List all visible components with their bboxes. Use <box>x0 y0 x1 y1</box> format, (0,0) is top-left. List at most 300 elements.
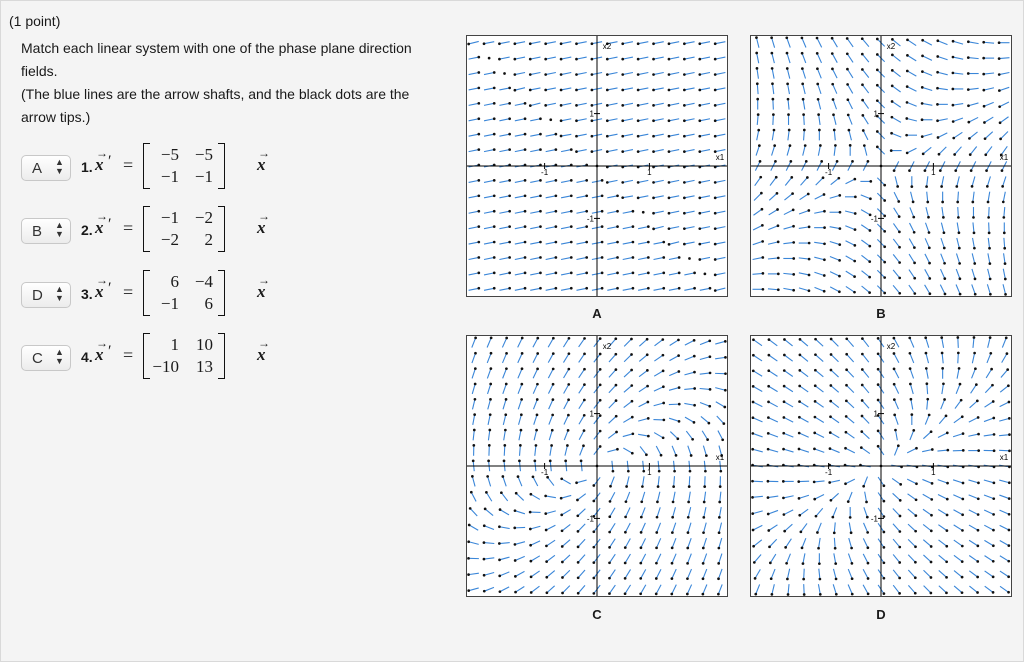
arrow-tip <box>570 272 573 275</box>
arrow-shaft <box>563 338 569 347</box>
arrow-shaft <box>610 508 615 517</box>
arrow-shaft <box>924 586 931 593</box>
arrow-tip <box>976 545 979 548</box>
arrow-tip <box>625 500 628 503</box>
arrow-shaft <box>753 273 763 274</box>
answer-select-4-value: C <box>32 350 43 367</box>
arrow-shaft <box>953 104 963 106</box>
arrow-shaft <box>638 227 648 229</box>
arrow-tip <box>867 592 870 595</box>
arrow-shaft <box>987 353 991 363</box>
arrow-shaft <box>609 385 616 393</box>
arrow-tip <box>1004 262 1007 265</box>
arrow-tip <box>989 336 992 339</box>
arrow-tip <box>754 577 757 580</box>
arrow-tip <box>992 513 995 516</box>
arrow-shaft <box>472 338 476 348</box>
plot-label-d: D <box>876 607 886 622</box>
arrow-tip <box>984 137 987 140</box>
arrow-shaft <box>488 399 491 409</box>
answer-select-3-value: D <box>32 287 43 304</box>
arrow-shaft <box>970 147 976 155</box>
arrow-tip <box>609 485 612 488</box>
arrow-tip <box>662 370 665 373</box>
arrow-tip <box>489 398 492 401</box>
arrow-shaft <box>561 495 571 498</box>
arrow-shaft <box>684 88 694 90</box>
arrow-tip <box>714 227 717 230</box>
arrow-shaft <box>469 242 479 244</box>
arrow-shaft <box>984 525 993 530</box>
arrow-shaft <box>865 492 867 502</box>
arrow-tip <box>683 119 686 122</box>
arrow-tip <box>529 528 532 531</box>
arrow-shaft <box>688 554 692 564</box>
arrow-shaft <box>561 134 571 136</box>
arrow-shaft <box>669 371 679 375</box>
arrow-shaft <box>580 446 584 456</box>
arrow-tip <box>834 547 837 550</box>
arrow-tip <box>616 256 619 259</box>
arrow-shaft <box>757 130 759 140</box>
arrow-shaft <box>757 68 758 78</box>
arrow-shaft <box>547 555 555 561</box>
arrow-tip <box>524 256 527 259</box>
arrow-shaft <box>642 492 645 502</box>
right-bracket <box>218 333 225 379</box>
arrow-shaft <box>700 373 710 374</box>
arrow-shaft <box>561 211 571 213</box>
arrow-shaft <box>718 431 723 440</box>
arrow-tip <box>474 337 477 340</box>
arrow-shaft <box>941 223 944 233</box>
arrow-tip <box>536 398 539 401</box>
arrow-tip <box>913 292 916 295</box>
arrow-tip <box>992 497 995 500</box>
arrow-tip <box>683 150 686 153</box>
arrow-shaft <box>484 573 494 576</box>
arrow-tip <box>906 70 909 73</box>
arrow-shaft <box>530 196 540 198</box>
arrow-shaft <box>847 38 853 47</box>
arrow-tip <box>819 578 822 581</box>
arrow-shaft <box>500 587 509 592</box>
arrow-tip <box>924 336 927 339</box>
arrow-shaft <box>969 571 977 577</box>
coefficient-matrix <box>143 143 239 193</box>
arrow-shaft <box>499 227 509 229</box>
arrow-shaft <box>654 433 663 438</box>
right-bracket <box>218 270 225 316</box>
arrow-shaft <box>715 73 725 75</box>
arrow-tip <box>792 241 795 244</box>
arrow-tip <box>798 432 801 435</box>
arrow-shaft <box>610 539 616 548</box>
arrow-shaft <box>927 399 928 409</box>
arrow-shaft <box>546 525 555 530</box>
arrow-shaft <box>669 356 678 361</box>
arrow-shaft <box>972 253 975 263</box>
arrow-tip <box>922 152 925 155</box>
arrow-tip <box>767 369 770 372</box>
matrix-a12: −4 <box>194 272 213 291</box>
arrow-shaft <box>984 88 994 90</box>
arrow-shaft <box>753 340 762 346</box>
arrow-tip <box>545 545 548 548</box>
arrow-tip <box>893 383 896 386</box>
arrow-tip <box>575 58 578 61</box>
arrow-tip <box>921 55 924 58</box>
arrow-tip <box>915 498 918 501</box>
instructions-line-1: Match each linear system with one of the phase plane direction fields. <box>21 40 412 79</box>
arrow-shaft <box>576 73 586 75</box>
arrow-tip <box>868 276 871 279</box>
arrow-shaft <box>625 585 631 594</box>
answer-select-2[interactable] <box>21 218 71 244</box>
arrow-shaft <box>485 509 493 516</box>
arrow-tip <box>808 274 811 277</box>
arrow-tip <box>564 459 567 462</box>
arrow-shaft <box>607 211 617 213</box>
arrow-tip <box>869 229 872 232</box>
arrow-shaft <box>672 523 675 533</box>
select-updown-icon: ▲ ▼ <box>55 347 64 366</box>
arrow-shaft <box>1003 284 1006 294</box>
arrow-tip <box>549 459 552 462</box>
arrow-tip <box>474 398 477 401</box>
arrow-shaft <box>753 209 761 215</box>
arrow-tip <box>883 546 886 549</box>
arrow-tip <box>592 500 595 503</box>
arrow-shaft <box>515 73 525 75</box>
arrow-tip <box>861 399 864 402</box>
arrow-shaft <box>784 402 793 407</box>
arrow-tip <box>652 119 655 122</box>
arrow-tip <box>621 89 624 92</box>
arrow-shaft <box>895 176 898 186</box>
arrow-tip <box>601 179 604 182</box>
arrow-shaft <box>685 417 694 422</box>
arrow-shaft <box>669 273 679 275</box>
arrow-shaft <box>669 134 679 136</box>
answer-select-1[interactable] <box>21 155 71 181</box>
arrow-tip <box>983 105 986 108</box>
arrow-tip <box>662 256 665 259</box>
arrow-tip <box>529 511 532 514</box>
arrow-tip <box>792 257 795 260</box>
arrow-shaft <box>700 211 710 213</box>
arrow-shaft <box>641 523 645 532</box>
arrow-shaft <box>657 492 659 502</box>
arrow-tip <box>575 42 578 45</box>
arrow-shaft <box>801 523 807 531</box>
arrow-tip <box>544 495 547 498</box>
arrow-tip <box>591 104 594 107</box>
arrow-tip <box>773 144 776 147</box>
arrow-tip <box>877 429 880 432</box>
equals-sign: = <box>123 282 134 302</box>
arrow-shaft <box>939 586 947 593</box>
arrow-shaft <box>788 584 789 594</box>
arrow-shaft <box>685 340 694 345</box>
arrow-shaft <box>817 523 821 533</box>
arrow-tip <box>576 499 579 502</box>
arrow-tip <box>801 37 804 40</box>
arrow-shaft <box>768 226 778 230</box>
arrow-shaft <box>689 476 690 486</box>
arrow-shaft <box>549 430 552 440</box>
arrow-tip <box>791 192 794 195</box>
arrow-tip <box>867 577 870 580</box>
arrow-shaft <box>684 388 694 389</box>
arrow-shaft <box>487 338 491 348</box>
arrow-shaft <box>533 338 538 347</box>
arrow-tip <box>938 153 941 156</box>
arrow-shaft <box>623 273 633 275</box>
arrow-tip <box>668 196 671 199</box>
arrow-tip <box>719 470 722 473</box>
equals-sign: = <box>123 345 134 365</box>
arrow-shaft <box>641 554 646 563</box>
arrow-shaft <box>515 88 525 91</box>
arrow-tip <box>662 287 665 290</box>
arrow-shaft <box>546 288 556 290</box>
arrow-tip <box>714 258 717 261</box>
arrow-shaft <box>892 86 900 92</box>
arrow-tip <box>508 87 511 90</box>
arrow-tip <box>639 592 642 595</box>
arrow-tip <box>577 546 580 549</box>
arrow-tip <box>472 459 475 462</box>
arrow-shaft <box>484 526 494 530</box>
arrow-tip <box>767 385 770 388</box>
arrow-shaft <box>638 434 648 436</box>
arrow-tip <box>477 272 480 275</box>
arrow-tip <box>485 491 488 494</box>
arrow-tip <box>592 484 595 487</box>
arrow-tip <box>677 370 680 373</box>
arrow-shaft <box>546 540 555 546</box>
arrow-tip <box>490 337 493 340</box>
arrow-tip <box>529 544 532 547</box>
arrow-tip <box>561 592 564 595</box>
arrow-tip <box>814 338 817 341</box>
arrow-tip <box>845 415 848 418</box>
arrow-shaft <box>562 555 570 562</box>
arrow-shaft <box>846 256 855 261</box>
arrow-shaft <box>515 227 525 229</box>
arrow-tip <box>632 272 635 275</box>
arrow-tip <box>952 40 955 43</box>
arrow-tip <box>769 562 772 565</box>
arrow-tip <box>536 383 539 386</box>
arrow-tip <box>893 337 896 340</box>
arrow-tip <box>560 42 563 45</box>
arrow-tip <box>985 169 988 172</box>
arrow-shaft <box>938 119 948 121</box>
arrow-shaft <box>535 445 536 455</box>
arrow-tip <box>498 58 501 61</box>
arrow-tip <box>646 385 649 388</box>
arrow-shaft <box>923 147 931 153</box>
arrow-tip <box>703 501 706 504</box>
arrow-shaft <box>484 88 494 90</box>
arrow-tip <box>838 259 841 262</box>
arrow-tip <box>561 545 564 548</box>
arrow-shaft <box>830 287 839 292</box>
arrow-tip <box>693 287 696 290</box>
arrow-tip <box>708 422 711 425</box>
arrow-tip <box>570 179 573 182</box>
arrow-shaft <box>953 434 963 437</box>
arrow-tip <box>498 542 501 545</box>
arrow-tip <box>702 593 705 596</box>
arrow-tip <box>616 448 619 451</box>
arrow-tip <box>498 42 501 45</box>
arrow-shaft <box>816 508 823 516</box>
arrow-shaft <box>561 196 571 198</box>
arrow-tip <box>861 37 864 40</box>
arrow-shaft <box>845 211 855 214</box>
arrow-shaft <box>1002 338 1006 348</box>
arrow-tip <box>514 559 517 562</box>
arrow-shaft <box>515 211 525 213</box>
arrow-shaft <box>499 196 509 198</box>
arrow-shaft <box>768 258 778 259</box>
arrow-tip <box>952 120 955 123</box>
arrow-tip <box>805 160 808 163</box>
arrow-tip <box>530 575 533 578</box>
arrow-shaft <box>894 446 898 456</box>
arrow-shaft <box>863 538 868 547</box>
arrow-tip <box>591 42 594 45</box>
arrow-tip <box>671 516 674 519</box>
arrow-tip <box>524 241 527 244</box>
arrow-shaft <box>623 119 633 121</box>
arrow-tip <box>1001 169 1004 172</box>
arrow-tip <box>816 531 819 534</box>
arrow-tip <box>883 515 886 518</box>
arrow-tip <box>993 449 996 452</box>
arrow-shaft <box>669 418 679 421</box>
arrow-shaft <box>623 196 633 198</box>
arrow-tip <box>671 531 674 534</box>
arrow-tip <box>883 592 886 595</box>
arrow-shaft <box>999 480 1009 483</box>
answer-select-3[interactable] <box>21 282 71 308</box>
arrow-shaft <box>907 479 916 484</box>
arrow-shaft <box>533 384 537 394</box>
arrow-tip <box>1006 352 1009 355</box>
arrow-tip <box>616 210 619 213</box>
arrow-tip <box>914 545 917 548</box>
arrow-shaft <box>849 130 852 140</box>
arrow-shaft <box>700 150 710 152</box>
arrow-tip <box>508 272 511 275</box>
arrow-tip <box>698 89 701 92</box>
arrow-shaft <box>802 69 805 79</box>
arrow-tip <box>655 593 658 596</box>
arrow-tip <box>637 58 640 61</box>
arrow-tip <box>544 58 547 61</box>
arrow-tip <box>539 210 542 213</box>
arrow-tip <box>921 86 924 89</box>
arrow-tip <box>854 212 857 215</box>
arrow-tip <box>863 144 866 147</box>
arrow-shaft <box>469 227 479 229</box>
arrow-tip <box>943 247 946 250</box>
arrow-tip <box>508 148 511 151</box>
arrow-shaft <box>863 569 868 578</box>
arrow-tip <box>670 593 673 596</box>
arrow-tip <box>914 576 917 579</box>
arrow-shaft <box>530 150 540 152</box>
arrow-tip <box>529 73 532 76</box>
vector-arrow-icon: → <box>258 336 270 350</box>
arrow-tip <box>898 215 901 218</box>
arrow-tip <box>854 228 857 231</box>
arrow-shaft <box>938 56 948 59</box>
arrow-tip <box>845 368 848 371</box>
arrow-tip <box>624 516 627 519</box>
arrow-shaft <box>830 272 839 276</box>
arrow-shaft <box>673 507 676 517</box>
arrow-tip <box>521 352 524 355</box>
arrow-shaft <box>515 556 525 560</box>
arrow-tip <box>687 516 690 519</box>
arrow-tip <box>668 181 671 184</box>
arrow-shaft <box>623 57 633 59</box>
arrow-tip <box>477 194 480 197</box>
arrow-shaft <box>833 584 836 594</box>
tick-label: 1 <box>931 168 936 177</box>
arrow-tip <box>831 83 834 86</box>
arrow-shaft <box>985 556 994 562</box>
arrow-tip <box>488 444 491 447</box>
arrow-tip <box>751 512 754 515</box>
arrow-tip <box>721 438 724 441</box>
arrow-tip <box>608 531 611 534</box>
arrow-tip <box>782 480 785 483</box>
arrow-shaft <box>519 415 522 425</box>
arrow-shaft <box>968 88 978 89</box>
arrow-tip <box>503 459 506 462</box>
arrow-shaft <box>892 478 901 484</box>
arrow-shaft <box>657 523 661 533</box>
arrow-shaft <box>892 117 901 122</box>
arrow-tip <box>630 384 633 387</box>
arrow-tip <box>828 481 831 484</box>
arrow-tip <box>693 272 696 275</box>
arrow-tip <box>961 576 964 579</box>
arrow-shaft <box>500 572 510 576</box>
arrow-shaft <box>939 555 947 562</box>
arrow-tip <box>783 354 786 357</box>
arrow-tip <box>931 448 934 451</box>
arrow-tip <box>672 485 675 488</box>
arrow-shaft <box>504 445 505 455</box>
tick-label: -1 <box>586 214 594 224</box>
arrow-shaft <box>815 370 823 377</box>
arrow-shaft <box>923 40 932 45</box>
arrow-tip <box>761 240 764 243</box>
arrow-tip <box>601 194 604 197</box>
arrow-shaft <box>609 354 616 362</box>
answer-select-4[interactable] <box>21 345 71 371</box>
equation-2 <box>81 204 281 260</box>
arrow-tip <box>514 591 517 594</box>
arrow-shaft <box>953 57 963 59</box>
